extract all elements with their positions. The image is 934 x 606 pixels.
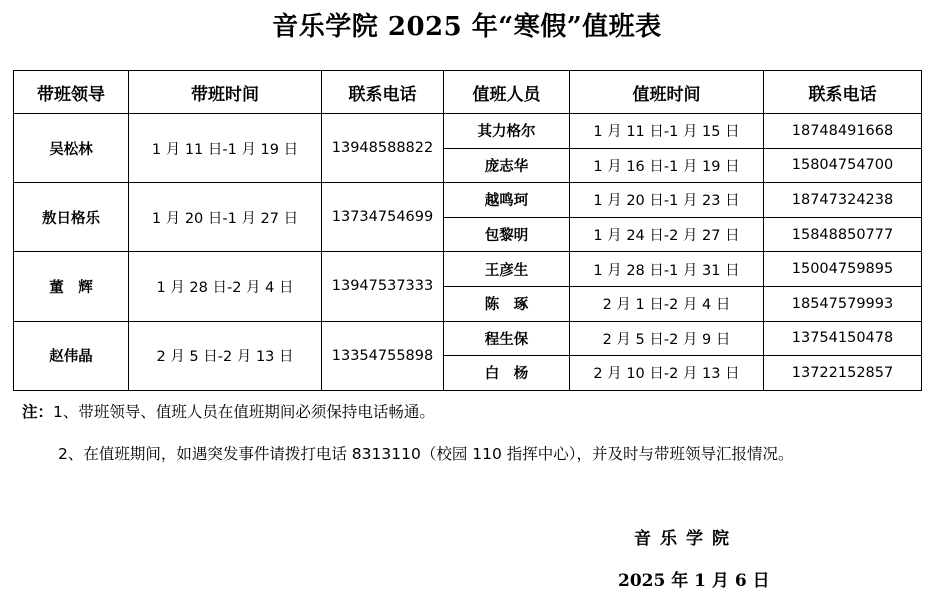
leader-time: 1 月 28 日-2 月 4 日 [129,252,322,321]
leader-name: 敖日格乐 [14,183,129,252]
table-header-row [14,71,922,114]
leader-phone: 13734754699 [322,183,444,252]
header-staff: 值班人员 [444,71,570,114]
header-staff-phone: 联系电话 [764,71,922,114]
staff-phone: 15804754700 [764,148,922,183]
table-row [14,252,922,287]
header-leader: 带班领导 [14,71,129,114]
header-leader-phone: 联系电话 [322,71,444,114]
staff-phone: 15004759895 [764,252,922,287]
staff-phone: 18748491668 [764,114,922,149]
leader-phone: 13948588822 [322,114,444,183]
staff-time: 1 月 11 日-1 月 15 日 [570,114,764,149]
staff-time: 2 月 1 日-2 月 4 日 [570,286,764,321]
signature-date: 2025 年 1 月 6 日 [618,571,770,591]
table-row [14,183,922,218]
leader-time: 2 月 5 日-2 月 13 日 [129,321,322,390]
staff-time: 1 月 20 日-1 月 23 日 [570,183,764,218]
signature-org: 音乐学院 [634,529,738,549]
staff-time: 1 月 24 日-2 月 27 日 [570,217,764,252]
staff-time: 1 月 16 日-1 月 19 日 [570,148,764,183]
leader-phone: 13354755898 [322,321,444,390]
leader-name: 董 辉 [14,252,129,321]
page-title: 音乐学院 2025 年“寒假”值班表 [272,12,662,42]
table-row [14,321,922,356]
table-row [14,114,922,149]
staff-phone: 15848850777 [764,217,922,252]
staff-name: 陈 琢 [444,286,570,321]
leader-phone: 13947537333 [322,252,444,321]
leader-name: 吴松林 [14,114,129,183]
header-staff-time: 值班时间 [570,71,764,114]
note-text-1: 1、带班领导、值班人员在值班期间必须保持电话畅通。 [53,403,435,421]
staff-name: 庞志华 [444,148,570,183]
staff-time: 2 月 10 日-2 月 13 日 [570,356,764,391]
staff-name: 其力格尔 [444,114,570,149]
staff-phone: 13754150478 [764,321,922,356]
leader-time: 1 月 20 日-1 月 27 日 [129,183,322,252]
staff-name: 越鸣珂 [444,183,570,218]
leader-name: 赵伟晶 [14,321,129,390]
staff-phone: 18747324238 [764,183,922,218]
header-leader-time: 带班时间 [129,71,322,114]
staff-phone: 18547579993 [764,286,922,321]
note-item-2: 2、在值班期间，如遇突发事件请拨打电话 8313110（校园 110 指挥中心），并及时与带班领导汇报情况。 [58,445,794,463]
duty-table [13,70,922,391]
staff-phone: 13722152857 [764,356,922,391]
staff-name: 王彦生 [444,252,570,287]
staff-name: 程生保 [444,321,570,356]
staff-time: 2 月 5 日-2 月 9 日 [570,321,764,356]
staff-name: 白 杨 [444,356,570,391]
note-item-1 [22,400,435,422]
staff-time: 1 月 28 日-1 月 31 日 [570,252,764,287]
staff-name: 包黎明 [444,217,570,252]
leader-time: 1 月 11 日-1 月 19 日 [129,114,322,183]
notes-prefix: 注： [22,403,54,421]
